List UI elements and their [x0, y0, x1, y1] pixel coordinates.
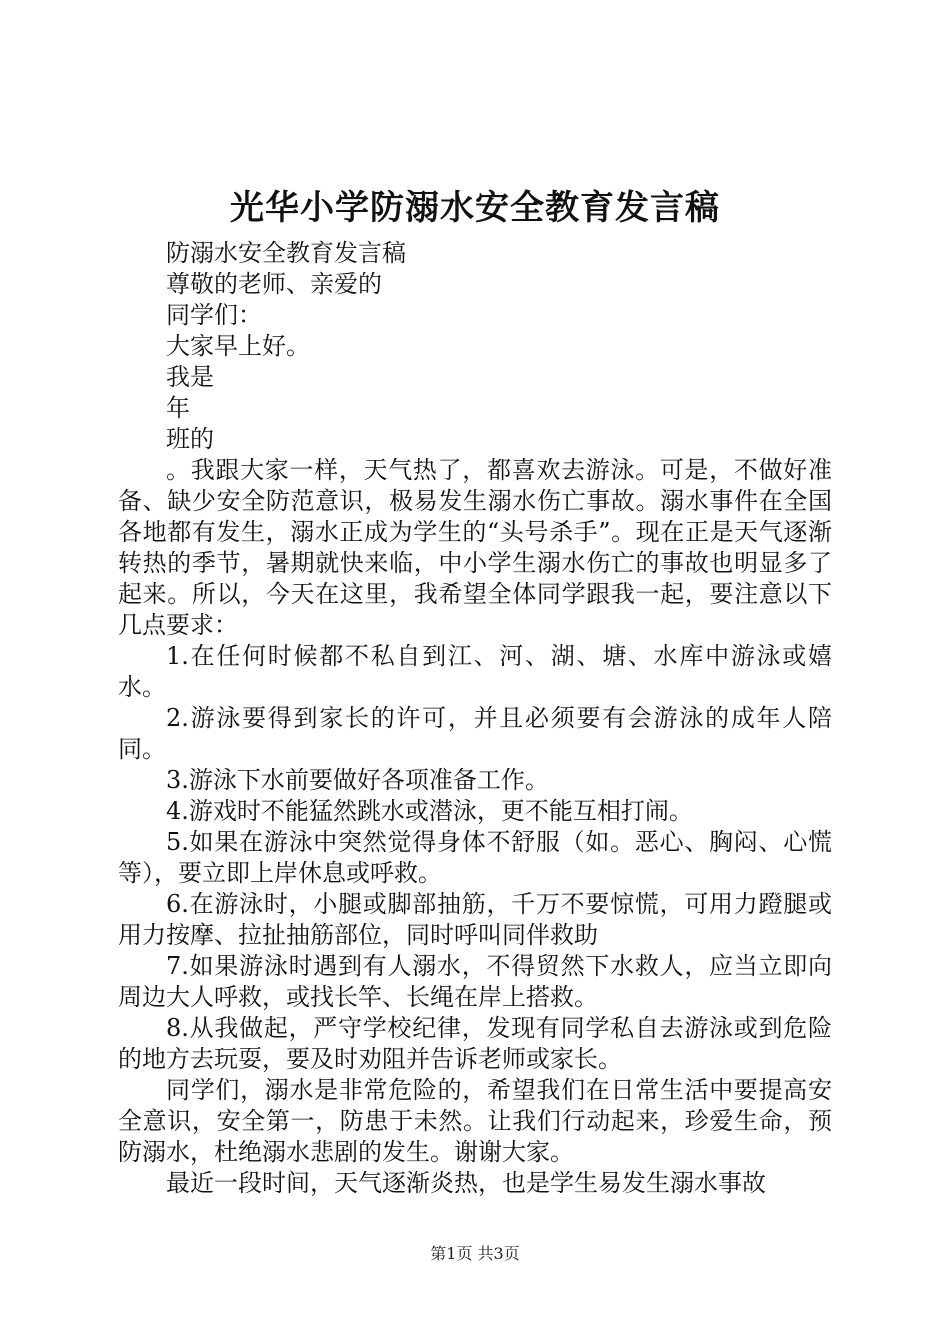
- list-item: 4.游戏时不能猛然跳水或潜泳，更不能互相打闹。: [166, 797, 693, 825]
- paragraph: 大家早上好。: [166, 332, 310, 360]
- list-item: 2.游泳要得到家长的许可，并且必须要有会游泳的成年人陪同。: [118, 704, 832, 763]
- list-item: 8.从我做起，严守学校纪律，发现有同学私自去游泳或到危险的地方去玩耍，要及时劝阻并告诉老师或家长。: [118, 1014, 832, 1073]
- list-item: 7.如果游泳时遇到有人溺水，不得贸然下水救人，应当立即向周边大人呼救，或找长竿、长绳在岸上搭救。: [118, 952, 832, 1011]
- paragraph: 我是: [166, 363, 214, 391]
- document-title: 光华小学防溺水安全教育发言稿: [230, 188, 720, 228]
- paragraph: 班的: [166, 425, 214, 453]
- paragraph: 最近一段时间，天气逐渐炎热，也是学生易发生溺水事故: [166, 1169, 766, 1197]
- paragraph: 同学们，溺水是非常危险的，希望我们在日常生活中要提高安全意识，安全第一，防患于未然。让我们行动起来，珍爱生命，预防溺水，杜绝溺水悲剧的发生。谢谢大家。: [118, 1076, 832, 1166]
- list-item: 3.游泳下水前要做好各项准备工作。: [166, 766, 549, 794]
- paragraph: 。我跟大家一样，天气热了，都喜欢去游泳。可是，不做好准备、缺少安全防范意识，极易发生溺水伤亡事故。溺水事件在全国各地都有发生，溺水正成为学生的“头号杀手”。现在正是天气逐渐转热的季节，暑期就快来临，中小学生溺水伤亡的事故也明显多了起来。所以，今天在这里，我希望全体同学跟我一起，要注意以下几点要求：: [118, 456, 832, 639]
- list-item: 1.在任何时候都不私自到江、河、湖、塘、水库中游泳或嬉水。: [118, 642, 832, 701]
- document-body: [118, 238, 832, 1199]
- page-footer: 第1页 共3页: [430, 1244, 520, 1263]
- list-item: 6.在游泳时，小腿或脚部抽筋，千万不要惊慌，可用力蹬腿或用力按摩、拉扯抽筋部位，同时呼叫同伴救助: [118, 890, 832, 949]
- paragraph: 同学们：: [166, 301, 262, 329]
- paragraph: 尊敬的老师、亲爱的: [166, 270, 382, 298]
- paragraph: 防溺水安全教育发言稿: [166, 239, 406, 267]
- list-item: 5.如果在游泳中突然觉得身体不舒服（如。恶心、胸闷、心慌等），要立即上岸休息或呼救。: [118, 828, 832, 887]
- paragraph: 年: [166, 394, 190, 422]
